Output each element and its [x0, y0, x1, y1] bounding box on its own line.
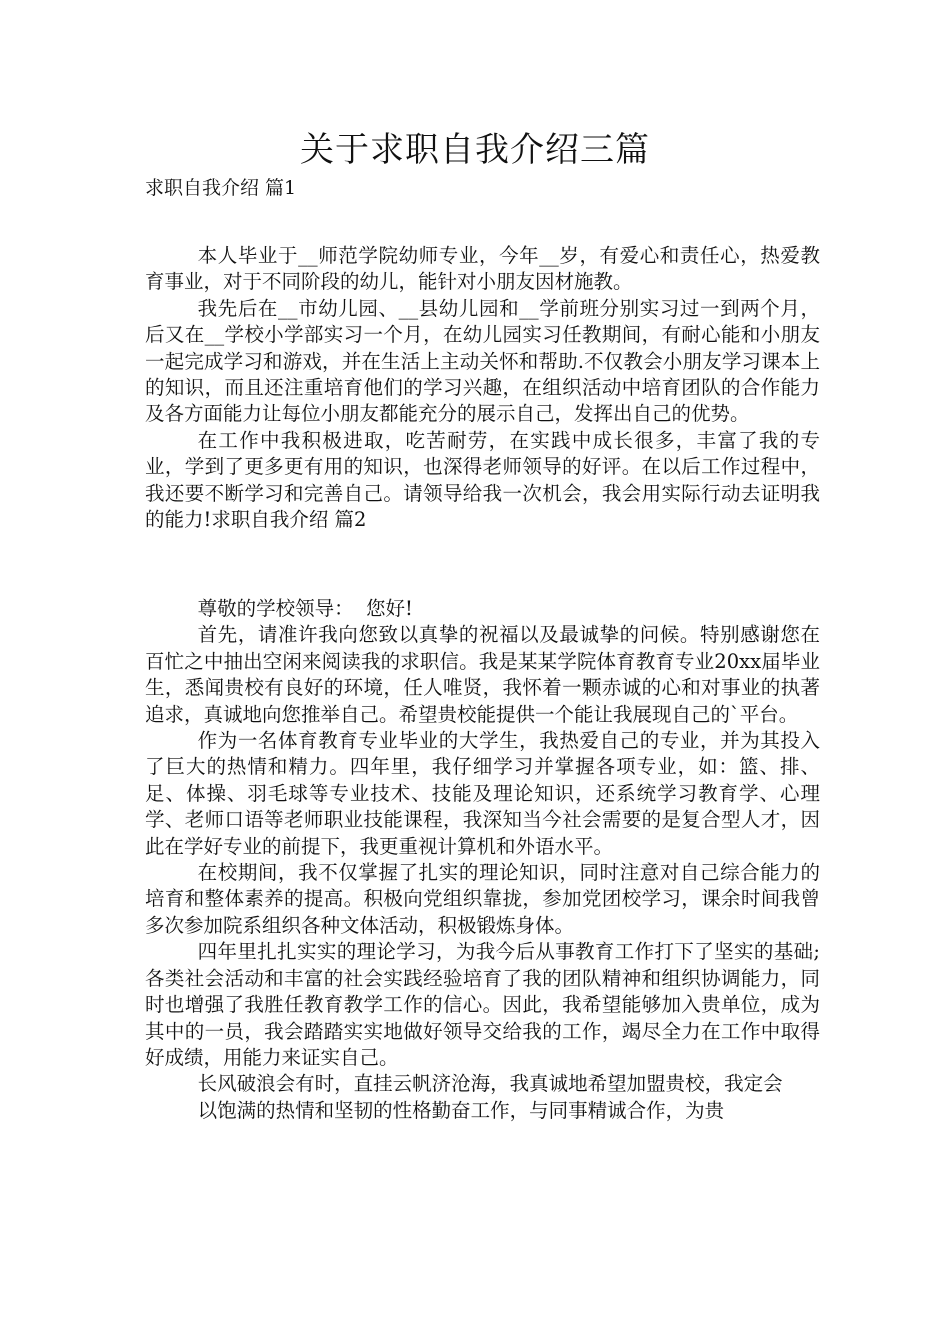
paragraph: 首先，请准许我向您致以真挚的祝福以及最诚挚的问候。特别感谢您在百忙之中抽出空闲来阅读我的求职信。我是某某学院体育教育专业20xx届毕业生，悉闻贵校有良好的环境，任人唯贤，我怀着一颗赤诚的心和对事业的执著追求，真诚地向您推举自己。希望贵校能提供一个能让我展现自己的`平台。 — [145, 623, 820, 726]
paragraph: 作为一名体育教育专业毕业的大学生，我热爱自己的专业，并为其投入了巨大的热情和精力。四年里，我仔细学习并掌握各项专业，如：篮、排、足、体操、羽毛球等专业技术、技能及理论知识，还系统学习教育学、心理学、老师口语等老师职业技能课程，我深知当今社会需要的是复合型人才，因此在学好专业的前提下，我更重视计算机和外语水平。 — [145, 729, 820, 858]
salutation: 尊敬的学校领导： 您好! — [197, 597, 413, 620]
document-title: 关于求职自我介绍三篇 — [300, 130, 650, 170]
paragraph: 在校期间，我不仅掌握了扎实的理论知识，同时注意对自己综合能力的培育和整体素养的提高。积极向党组织靠拢，参加党团校学习，课余时间我曾多次参加院系组织各种文体活动，积极锻炼身体。 — [145, 861, 820, 937]
paragraph: 本人毕业于__师范学院幼师专业，今年__岁，有爱心和责任心，热爱教育事业，对于不同阶段的幼儿，能针对小朋友因材施教。 — [145, 244, 820, 294]
paragraph: 我先后在__市幼儿园、__县幼儿园和__学前班分别实习过一到两个月，后又在__学校小学部实习一个月，在幼儿园实习任教期间，有耐心能和小朋友一起完成学习和游戏，并在生活上主动关怀和帮助.不仅教会小朋友学习课本上的知识，而且还注重培育他们的学习兴趣，在组织活动中培育团队的合作能力及各方面能力让每位小朋友都能充分的展示自己，发挥出自己的优势。 — [145, 296, 820, 426]
section-2-body — [145, 596, 820, 1124]
paragraph: 四年里扎扎实实的理论学习，为我今后从事教育工作打下了坚实的基础;各类社会活动和丰富的社会实践经验培育了我的团队精神和组织协调能力，同时也增强了我胜任教育教学工作的信心。因此，我希望能够加入贵单位，成为其中的一员，我会踏踏实实地做好领导交给我的工作，竭尽全力在工作中取得好成绩，用能力来证实自己。 — [145, 940, 820, 1069]
paragraph: 以饱满的热情和坚韧的性格勤奋工作，与同事精诚合作，为贵 — [197, 1098, 725, 1122]
paragraph: 在工作中我积极进取，吃苦耐劳，在实践中成长很多，丰富了我的专业，学到了更多更有用的知识，也深得老师领导的好评。在以后工作过程中，我还要不断学习和完善自己。请领导给我一次机会，我会用实际行动去证明我的能力!求职自我介绍 篇2 — [145, 428, 820, 532]
section-1-body — [145, 243, 820, 533]
section-1-heading: 求职自我介绍 篇1 — [145, 177, 297, 199]
paragraph: 长风破浪会有时，直挂云帆济沧海，我真诚地希望加盟贵校，我定会 — [197, 1072, 783, 1096]
